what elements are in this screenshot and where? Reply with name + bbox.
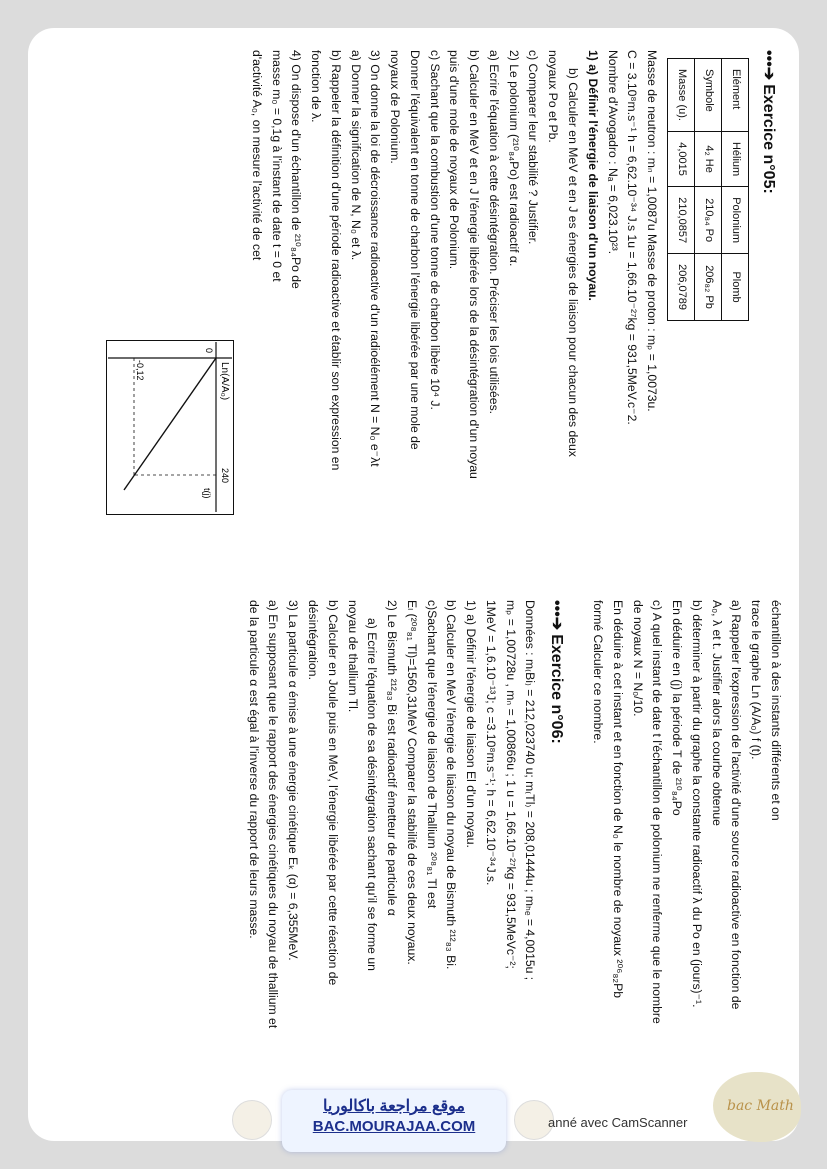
bacmath-logo: [713, 1072, 801, 1142]
text-line: 1) a) Définir l'énergie de liaison El d'un noyau.: [464, 600, 479, 848]
text-line: de noyaux N = N₀/10.: [630, 600, 645, 717]
text-line: c) Sachant que la combustion d'une tonne de charbon libère 10⁴ J.: [427, 50, 442, 410]
table-row: [722, 59, 749, 321]
site-url-link[interactable]: BAC.MOURAJAA.COM: [312, 1118, 476, 1135]
text-line: trace le graphe Ln (A/A₀) f (t).: [749, 600, 764, 760]
text-line: 3) La particule α émise à une énergie cinétique Eₖ (α) = 6,355MeV.: [286, 600, 301, 961]
elements-table: [667, 58, 749, 321]
text-line: noyaux de Polonium.: [388, 50, 403, 164]
text-line: a) Ecrire l'équation à cette désintégration. Préciser les lois utilisées.: [486, 50, 501, 415]
exercise-5-column: [28, 50, 799, 570]
table-cell: 210,0857: [668, 187, 695, 254]
table-cell: Plomb: [722, 254, 749, 321]
graph-y-tick: -0,12: [135, 360, 145, 381]
scanned-page: [28, 28, 799, 1141]
text-line: formé Calculer ce nombre.: [591, 600, 606, 744]
text-line: 1) a) Définir l'énergie de liaison d'un noyau.: [585, 50, 600, 301]
text-line: fonction de λ.: [309, 50, 324, 123]
table-cell: 4,0015: [668, 131, 695, 186]
text-line: a) Rappeler l'expression de l'activité d'une source radioactive en fonction de: [729, 600, 744, 1010]
camscanner-watermark: anné avec CamScanner: [548, 1115, 688, 1130]
site-name-arabic: موقع مراجعة باكالوريا: [323, 1098, 465, 1115]
text-line: désintégration.: [306, 600, 321, 680]
table-cell: Polonium: [722, 187, 749, 254]
text-line: b) Calculer en MeV et en J es énergies de liaison pour chacun des deux: [566, 68, 581, 457]
text-line: a) Donner la signification de N, N₀ et λ.: [348, 50, 363, 261]
text-line: En déduire en (j) la période T de ²¹⁰₈₄Po: [670, 600, 685, 816]
text-line: b) Calculer en Joule puis en MeV, l'énergie libérée par cette réaction de: [325, 600, 340, 986]
table-cell: 4₂ He: [695, 131, 722, 186]
table-cell: 206₈₂ Pb: [695, 254, 722, 321]
table-header: Elément: [722, 59, 749, 132]
text-line: Eₗ (²⁰⁸₈₁ Tl)=1560,31MeV Comparer la stabilité de ces deux noyaux.: [404, 600, 419, 965]
exercise-6-column: [28, 600, 799, 1105]
text-line: b) Rappeler la définition d'une période radioactive et établir son expression en: [328, 50, 343, 471]
text-line: 2) Le Bismuth ²¹²₈₃ Bi est radioactif émetteur de particule α: [385, 600, 400, 916]
table-cell: Hélium: [722, 131, 749, 186]
text-line: de la particule α est égal à l'inverse du rapport de leurs masse.: [246, 600, 261, 939]
text-line: b) Calculer en MeV l'énergie de liaison du noyau de Bismuth ²¹²₈₃ Bi.: [444, 600, 459, 970]
text-line: c) A quel instant de date t l'échantillon de polonium ne renferme que le nombre: [650, 600, 665, 1024]
text-line: 1MeV = 1,6.10⁻¹³J; c =3.10⁸m.s⁻¹; h = 6,62.10⁻³⁴J.s.: [483, 600, 498, 886]
exercise-6-title: •••➔Exercice n°06:: [548, 600, 566, 744]
table-header: Masse (u).: [668, 59, 695, 132]
text-line: Données : m₍Bi₎ = 212,023740 u; m₍Tl₎ = 208,01444u ; mₕₑ = 4,0015u ;: [523, 600, 538, 981]
text-line: noyaux Po et Pb.: [546, 50, 561, 143]
site-banner[interactable]: [282, 1090, 506, 1152]
bacmath-logo-text: bac Math: [727, 1098, 794, 1114]
text-line: mₚ = 1,00728u , mₙ = 1,00866u ; 1 u = 1,66.10⁻²⁷kg = 931,5MeVc⁻²;: [503, 600, 518, 969]
graph-origin: 0: [204, 348, 214, 354]
rotated-content: [28, 28, 799, 1141]
text-line: Masse de neutron : mₙ = 1,0087u Masse de proton : mₚ = 1,0073u.: [645, 50, 660, 412]
text-line: 4) On dispose d'un échantillon de ²¹⁰₈₄Po de: [289, 50, 304, 289]
text-line: d'activité A₀, on mesure l'activité de cet: [249, 50, 264, 261]
text-line: 2) Le polonium (²¹⁰₈₄Po) est radioactif α.: [506, 50, 521, 267]
text-line: b) déterminer à partir du graphe la constante radioactif λ du Po en (jours)⁻¹.: [689, 600, 704, 1008]
text-line: a) Ecrire l'équation de sa désintégration sachant qu'il se forme un: [365, 618, 380, 971]
text-line: échantillon à des instants différents et on: [769, 600, 783, 821]
decay-graph: [106, 340, 234, 515]
text-line: b) Calculer en MeV et en J l'énergie libérée lors de la désintégration d'un noyau: [467, 50, 482, 479]
table-row: [668, 59, 695, 321]
arrow-icon: •••➔: [760, 50, 777, 81]
text-line: masse m₀ = 0,1g à l'instant de date t = 0 et: [269, 50, 284, 282]
text-line: noyau de thallium Tl.: [345, 600, 360, 713]
text-line: A₀, λ et t. Justifier alors la courbe obtenue: [709, 600, 724, 826]
site-logo-left: [232, 1100, 272, 1140]
arrow-icon: •••➔: [548, 600, 566, 631]
text-line: C = 3.10⁸m.s⁻¹ h = 6,62.10⁻³⁴ J.s 1u = 1,66.10⁻²⁷kg = 931,5MeV.c⁻2.: [625, 50, 640, 425]
table-cell: 210₈₄ Po: [695, 187, 722, 254]
text-line: puis d'une mole de noyaux de Polonium.: [447, 50, 462, 270]
exercise-5-title: •••➔Exercice n°05:: [760, 50, 777, 194]
text-line: Nombre d'Avogadro : Nₐ = 6,023.10²³.: [605, 50, 620, 255]
graph-ylabel: Ln(A/A₀): [219, 362, 230, 401]
text-line: c) Comparer leur stabilité ? Justifier.: [526, 50, 541, 245]
text-line: Donner l'équivalent en tonne de charbon l'énergie libérée par une mole de: [407, 50, 422, 450]
graph-xlabel: t(j): [202, 488, 212, 499]
table-header: Symbole: [695, 59, 722, 132]
graph-x-tick: 240: [220, 468, 230, 484]
text-line: a) En supposant que le rapport des énergies cinétiques du noyau de thallium et: [266, 600, 281, 1029]
text-line: c)Sachant que l'énergie de liaison de Thallium ²⁰⁸₈₁ Tl est: [424, 600, 439, 909]
table-cell: 206,0789: [668, 254, 695, 321]
text-line: 3) On donne la loi de décroissance radioactive d'un radioélément N = N₀ e⁻λt: [368, 50, 383, 467]
table-row: [695, 59, 722, 321]
text-line: En déduire à cet instant et en fonction de N₀ le nombre de noyaux ²⁰⁶₈₂Pb: [610, 600, 625, 999]
